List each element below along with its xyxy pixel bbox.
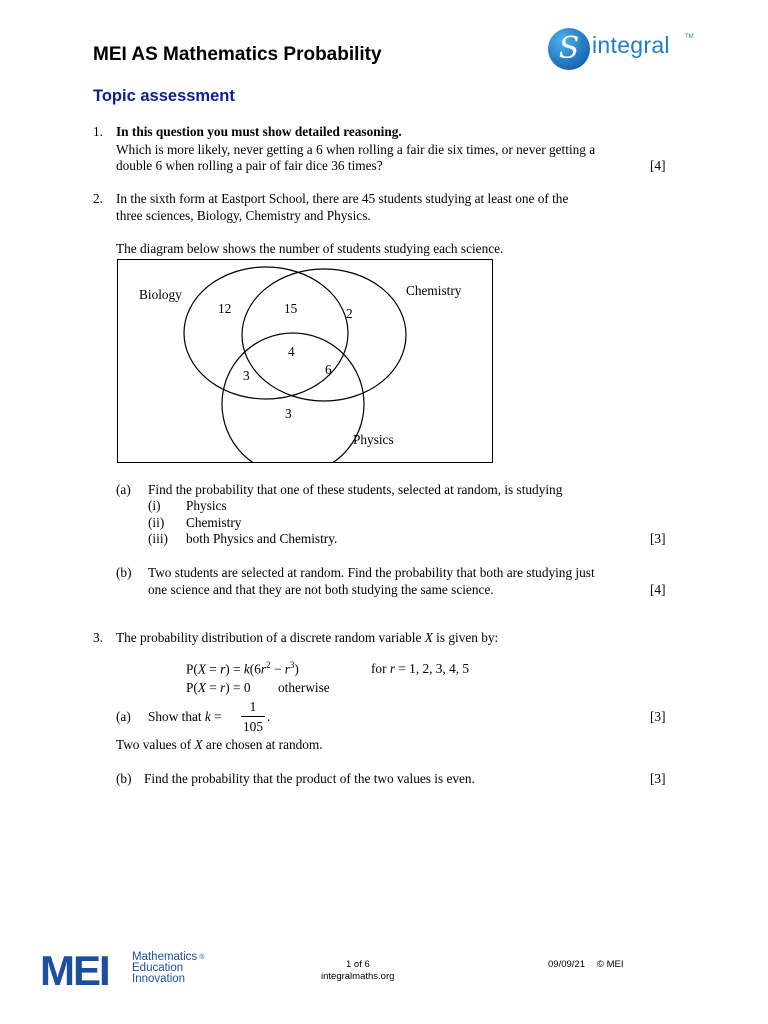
venn-region-biology-chemistry: 15 (284, 301, 298, 316)
q3-formula-condition: for r = 1, 2, 3, 4, 5 (371, 661, 470, 676)
q3-formula: $P(X = r) = k(6r^2 - r^3)$ (186, 660, 299, 677)
q3-formula2: P(X = r) = 0 (186, 680, 251, 695)
venn-region-biology-physics: 3 (243, 368, 250, 383)
q1-line3: double 6 when rolling a pair of fair dice 36 times? (116, 158, 383, 173)
q3a-marks: [3] (650, 709, 666, 724)
q2-line1: In the sixth form at Eastport School, there are 45 students studying at least one of the (116, 191, 569, 206)
venn-svg (117, 259, 493, 463)
footer-page-number: 1 of 6 (346, 959, 370, 970)
venn-region-chemistry-physics: 6 (325, 362, 332, 377)
q2b-marks: [4] (650, 582, 666, 597)
q2a-item-ii-label: (ii) (148, 515, 165, 530)
mei-logo-letters: MEI (40, 947, 109, 994)
mei-logo-words: Mathematics ® Education Innovation (132, 951, 205, 985)
q3b-label: (b) (116, 771, 132, 786)
q2a-item-i-text: Physics (186, 498, 227, 513)
q3b-text: Find the probability that the product of the two values is even. (144, 771, 475, 786)
page-title: MEI AS Mathematics Probability (93, 44, 382, 65)
q2a-text: Find the probability that one of these students, selected at random, is studying (148, 482, 563, 497)
q2a-marks: [3] (650, 531, 666, 546)
venn-label-chemistry: Chemistry (406, 283, 462, 298)
q2a-item-iii-label: (iii) (148, 531, 168, 546)
q3-number: 3. (93, 630, 103, 645)
q2b-line2: one science and that they are not both studying the same science. (148, 582, 494, 597)
integral-logo-text: integral (592, 32, 670, 58)
venn-region-chemistry-only: 2 (346, 306, 353, 321)
venn-diagram (117, 259, 493, 463)
mei-logo (40, 947, 240, 994)
q2-number: 2. (93, 191, 103, 206)
q3a-frac-bar (241, 716, 265, 717)
footer-copyright: © MEI (597, 959, 624, 970)
q3-otherwise: otherwise (278, 680, 330, 695)
q2b-line1: Two students are selected at random. Find the probability that both are studying just (148, 565, 595, 580)
q2a-item-iii-text: both Physics and Chemistry. (186, 531, 338, 546)
integral-logo-s-icon: S (558, 31, 580, 66)
integral-logo-tm: TM (685, 34, 694, 40)
q3a-frac-numerator: 1 (249, 699, 257, 714)
venn-region-physics-only: 3 (285, 406, 292, 421)
footer-date: 09/09/21 (548, 959, 585, 970)
q2a-item-ii-text: Chemistry (186, 515, 242, 530)
venn-region-all-three: 4 (288, 344, 295, 359)
q3-intro: The probability distribution of a discrete random variable X is given by: (116, 630, 499, 645)
q3a-label: (a) (116, 709, 131, 724)
q2-line2: three sciences, Biology, Chemistry and Physics. (116, 208, 371, 223)
q2-diagram-intro: The diagram below shows the number of students studying each science. (116, 241, 504, 256)
q1-marks: [4] (650, 158, 666, 173)
q3-intro-var: X (424, 630, 433, 645)
integral-logo (545, 26, 695, 76)
q2b-label: (b) (116, 565, 132, 580)
q2a-item-i-label: (i) (148, 498, 161, 513)
q3a-period: . (267, 709, 271, 724)
q2a-label: (a) (116, 482, 131, 497)
q1-number: 1. (93, 124, 103, 139)
q3b-marks: [3] (650, 771, 666, 786)
venn-region-biology-only: 12 (218, 301, 232, 316)
venn-label-physics: Physics (353, 432, 394, 447)
q1-bold-line: In this question you must show detailed reasoning. (116, 124, 402, 139)
biology-circle (184, 267, 348, 399)
chemistry-circle (242, 269, 406, 401)
q1-line2: Which is more likely, never getting a 6 when rolling a fair die six times, or never getting a (116, 142, 596, 157)
footer-site: integralmaths.org (321, 971, 395, 982)
venn-label-biology: Biology (139, 287, 182, 302)
q3a-frac-denominator: 105 (243, 719, 263, 734)
q3a-text: Show that k = (148, 709, 222, 724)
q3-between-text: Two values of X are chosen at random. (116, 737, 323, 752)
page-subtitle: Topic assessment (93, 87, 235, 105)
